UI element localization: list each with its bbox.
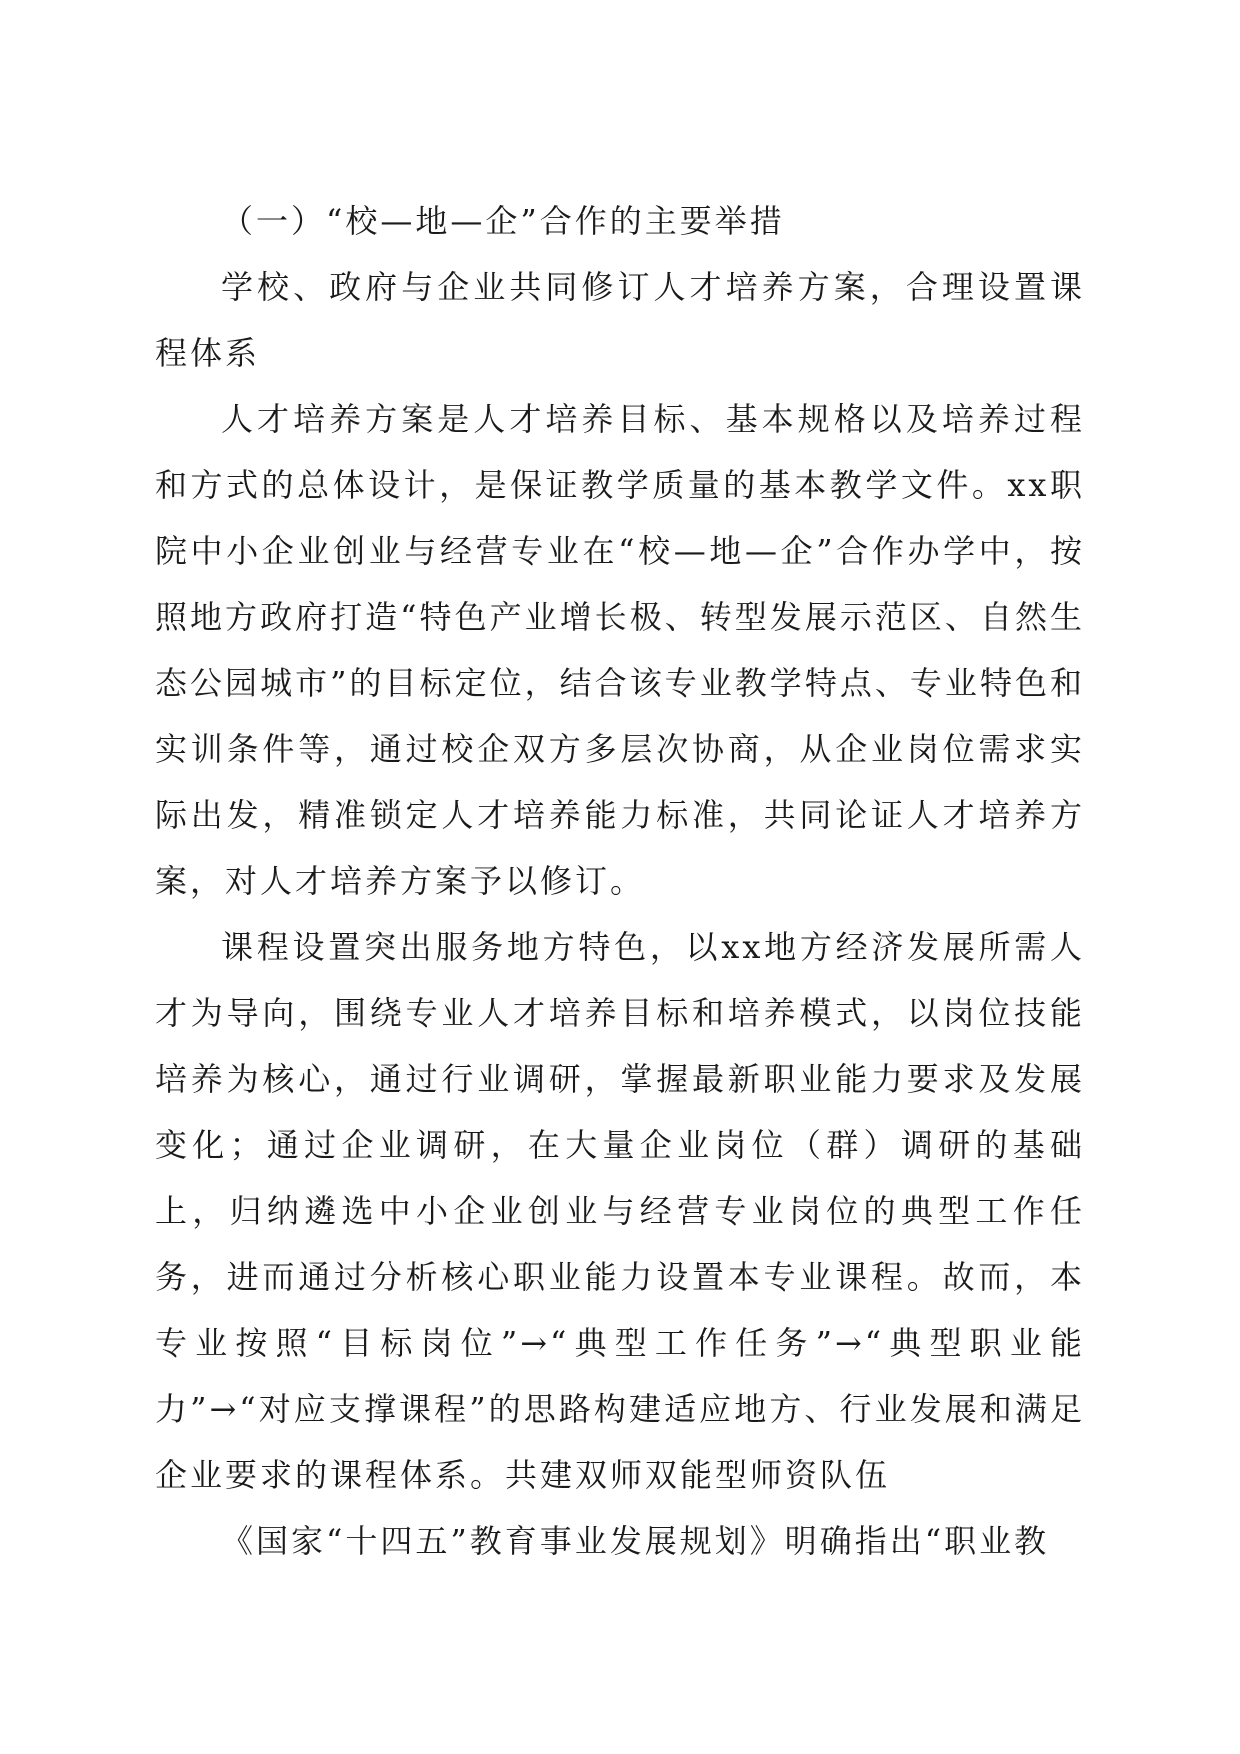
section-heading: （一）“校—地—企”合作的主要举措	[221, 202, 785, 240]
paragraph-national-plan: 《国家“十四五”教育事业发展规划》明确指出“职业教	[221, 1522, 1050, 1560]
paragraph-course-setting: 课程设置突出服务地方特色，以xx地方经济发展所需人才为导向，围绕专业人才培养目标和培养模式，以岗位技能培养为核心，通过行业调研，掌握最新职业能力要求及发展变化；通过企业调研，在大量企业岗位（群）调研的基础上，归纳遴选中小企业创业与经营专业岗位的典型工作任务，进而通过分析核心职业能力设置本专业课程。故而，本专业按照“目标岗位”→“典型工作任务”→“典型职业能力”→“对应支撑课程”的思路构建适应地方、行业发展和满足企业要求的课程体系。共建双师双能型师资队伍	[155, 928, 1085, 1494]
paragraph-curriculum-revision: 学校、政府与企业共同修订人才培养方案，合理设置课程体系	[155, 268, 1085, 372]
paragraph-training-plan: 人才培养方案是人才培养目标、基本规格以及培养过程和方式的总体设计，是保证教学质量的基本教学文件。xx职院中小企业创业与经营专业在“校—地—企”合作办学中，按照地方政府打造“特色产业增长极、转型发展示范区、自然生态公园城市”的目标定位，结合该专业教学特点、专业特色和实训条件等，通过校企双方多层次协商，从企业岗位需求实际出发，精准锁定人才培养能力标准，共同论证人才培养方案，对人才培养方案予以修订。	[155, 400, 1085, 900]
document-body	[155, 188, 1085, 1574]
